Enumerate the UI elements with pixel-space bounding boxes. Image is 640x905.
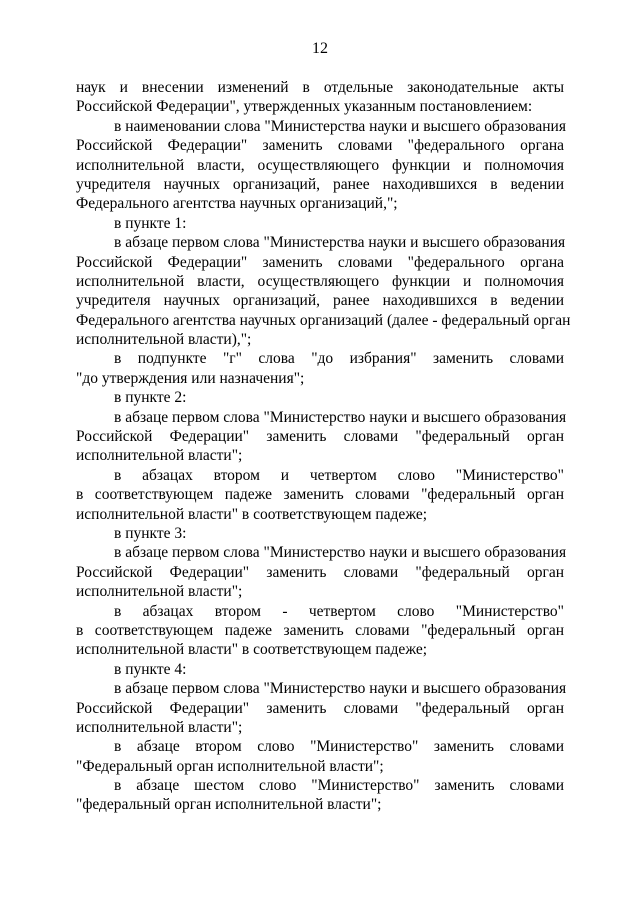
text-line: исполнительной власти, осуществляющего функции и полномочия xyxy=(76,156,564,174)
text-line: в абзаце втором слово "Министерство" заменить словами xyxy=(114,738,564,756)
text-line: наук и внесении изменений в отдельные законодательные акты xyxy=(76,79,564,96)
text-line: в пункте 4: xyxy=(114,660,187,678)
text-line: исполнительной власти),"; xyxy=(76,331,252,349)
text-line: учредителя научных организаций, ранее находившихся в ведении xyxy=(76,292,564,310)
text-line: Российской Федерации" заменить словами "федерального органа xyxy=(76,137,564,155)
text-line: "федеральный орган исполнительной власти"; xyxy=(76,796,382,814)
text-line: Федерального агентства научных организаций (далее - федеральный орган xyxy=(76,311,571,329)
text-line: в абзаце первом слова "Министерство науки и высшего образования xyxy=(114,680,567,698)
text-line: учредителя научных организаций, ранее находившихся в ведении xyxy=(76,175,564,193)
text-line: в абзацах втором и четвертом слово "Министерство" xyxy=(114,466,564,484)
text-line: Федерального агентства научных организаций,"; xyxy=(76,195,398,213)
text-line: в абзацах втором - четвертом слово "Министерство" xyxy=(114,602,564,620)
page-number: 12 xyxy=(312,40,328,57)
text-line: Российской Федерации" заменить словами "федеральный орган xyxy=(76,428,564,446)
text-line: в соответствующем падеже заменить словами "федеральный орган xyxy=(76,486,564,504)
text-line: в пункте 3: xyxy=(114,524,187,542)
text-line: исполнительной власти, осуществляющего функции и полномочия xyxy=(76,272,564,290)
text-line: в абзаце первом слова "Министерства науки и высшего образования xyxy=(114,234,566,252)
text-line: Российской Федерации", утвержденных указанным постановлением: xyxy=(76,98,533,116)
text-line: исполнительной власти"; xyxy=(76,447,243,465)
text-line: "Федеральный орган исполнительной власти"; xyxy=(76,757,384,775)
text-line: в абзаце первом слова "Министерство науки и высшего образования xyxy=(114,544,567,562)
text-line: Российской Федерации" заменить словами "федерального органа xyxy=(76,253,564,271)
document-body xyxy=(76,78,571,815)
text-line: в пункте 2: xyxy=(114,389,187,407)
text-line: в абзаце шестом слово "Министерство" заменить словами xyxy=(114,777,564,795)
text-line: Российской Федерации" заменить словами "федеральный орган xyxy=(76,563,564,581)
text-line: "до утверждения или назначения"; xyxy=(76,369,305,387)
text-line: исполнительной власти"; xyxy=(76,718,243,736)
text-line: в соответствующем падеже заменить словами "федеральный орган xyxy=(76,621,564,639)
text-line: исполнительной власти" в соответствующем падеже; xyxy=(76,505,428,523)
text-line: в абзаце первом слова "Министерство науки и высшего образования xyxy=(114,408,567,426)
text-line: в наименовании слова "Министерства науки и высшего образования xyxy=(114,117,566,135)
text-line: Российской Федерации" заменить словами "федеральный орган xyxy=(76,699,564,717)
text-line: исполнительной власти"; xyxy=(76,583,243,601)
text-line: в подпункте "г" слова "до избрания" заменить словами xyxy=(114,350,564,368)
text-line: в пункте 1: xyxy=(114,214,187,232)
text-line: исполнительной власти" в соответствующем падеже; xyxy=(76,641,428,659)
